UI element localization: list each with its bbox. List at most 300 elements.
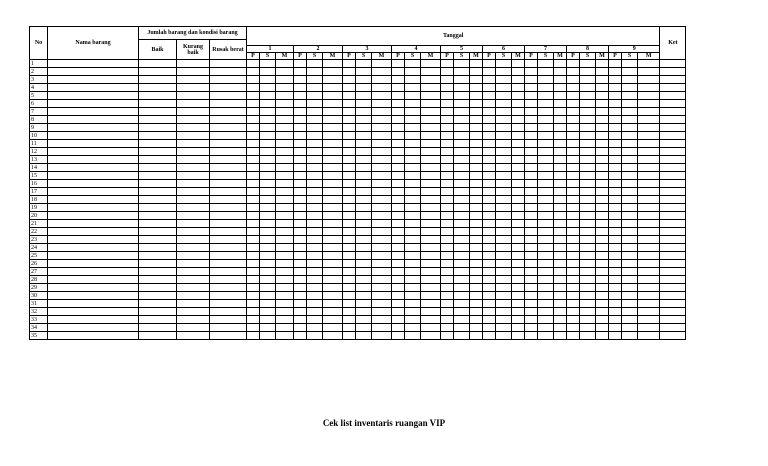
- empty-cell: [260, 108, 276, 116]
- empty-cell: [323, 92, 343, 100]
- empty-cell: [421, 180, 441, 188]
- empty-cell: [580, 292, 596, 300]
- empty-cell: [512, 276, 525, 284]
- empty-cell: [638, 332, 660, 340]
- empty-cell: [512, 60, 525, 68]
- empty-cell: [260, 196, 276, 204]
- empty-cell: [496, 220, 512, 228]
- empty-cell: [454, 252, 470, 260]
- empty-cell: [210, 116, 247, 124]
- empty-cell: [596, 244, 609, 252]
- empty-cell: [441, 244, 454, 252]
- empty-cell: [343, 220, 356, 228]
- empty-cell: [441, 172, 454, 180]
- empty-cell: [567, 252, 580, 260]
- empty-cell: [638, 268, 660, 276]
- empty-cell: [567, 308, 580, 316]
- empty-cell: [276, 76, 294, 84]
- empty-cell: [421, 332, 441, 340]
- empty-cell: [554, 84, 567, 92]
- empty-cell: [609, 316, 622, 324]
- empty-cell: [525, 188, 538, 196]
- row-number: 30: [30, 292, 48, 300]
- empty-cell: [470, 228, 483, 236]
- inventory-checklist-table: [29, 26, 686, 340]
- empty-cell: [323, 332, 343, 340]
- empty-cell: [323, 284, 343, 292]
- empty-cell: [356, 156, 372, 164]
- empty-cell: [48, 124, 139, 132]
- empty-cell: [660, 332, 686, 340]
- empty-cell: [538, 188, 554, 196]
- header-shift-p: P: [567, 53, 580, 60]
- empty-cell: [356, 268, 372, 276]
- empty-cell: [554, 228, 567, 236]
- empty-cell: [554, 236, 567, 244]
- empty-cell: [622, 100, 638, 108]
- empty-cell: [343, 244, 356, 252]
- empty-cell: [554, 92, 567, 100]
- empty-cell: [596, 236, 609, 244]
- empty-cell: [554, 244, 567, 252]
- empty-cell: [496, 164, 512, 172]
- empty-cell: [622, 76, 638, 84]
- empty-cell: [483, 124, 496, 132]
- header-shift-s: S: [622, 53, 638, 60]
- empty-cell: [554, 108, 567, 116]
- empty-cell: [622, 300, 638, 308]
- empty-cell: [247, 204, 260, 212]
- empty-cell: [307, 276, 323, 284]
- row-number: 6: [30, 100, 48, 108]
- empty-cell: [247, 132, 260, 140]
- empty-cell: [538, 92, 554, 100]
- empty-cell: [421, 60, 441, 68]
- empty-cell: [483, 300, 496, 308]
- empty-cell: [323, 108, 343, 116]
- empty-cell: [525, 116, 538, 124]
- empty-cell: [512, 252, 525, 260]
- empty-cell: [210, 332, 247, 340]
- empty-cell: [392, 204, 405, 212]
- empty-cell: [48, 92, 139, 100]
- empty-cell: [512, 236, 525, 244]
- empty-cell: [177, 156, 210, 164]
- empty-cell: [622, 204, 638, 212]
- empty-cell: [307, 196, 323, 204]
- empty-cell: [260, 156, 276, 164]
- empty-cell: [454, 228, 470, 236]
- empty-cell: [260, 324, 276, 332]
- empty-cell: [638, 108, 660, 116]
- empty-cell: [392, 164, 405, 172]
- empty-cell: [496, 92, 512, 100]
- empty-cell: [580, 324, 596, 332]
- empty-cell: [421, 324, 441, 332]
- empty-cell: [307, 220, 323, 228]
- empty-cell: [177, 212, 210, 220]
- empty-cell: [139, 324, 177, 332]
- empty-cell: [483, 116, 496, 124]
- empty-cell: [372, 332, 392, 340]
- empty-cell: [567, 124, 580, 132]
- empty-cell: [609, 284, 622, 292]
- empty-cell: [596, 268, 609, 276]
- table-row: [30, 68, 686, 76]
- empty-cell: [48, 324, 139, 332]
- empty-cell: [48, 84, 139, 92]
- empty-cell: [421, 76, 441, 84]
- header-shift-p: P: [294, 53, 307, 60]
- empty-cell: [307, 108, 323, 116]
- empty-cell: [405, 84, 421, 92]
- empty-cell: [260, 188, 276, 196]
- empty-cell: [554, 220, 567, 228]
- empty-cell: [538, 212, 554, 220]
- empty-cell: [512, 164, 525, 172]
- empty-cell: [421, 236, 441, 244]
- empty-cell: [525, 332, 538, 340]
- empty-cell: [483, 180, 496, 188]
- empty-cell: [210, 76, 247, 84]
- empty-cell: [660, 244, 686, 252]
- empty-cell: [483, 156, 496, 164]
- empty-cell: [609, 164, 622, 172]
- empty-cell: [48, 260, 139, 268]
- empty-cell: [139, 164, 177, 172]
- empty-cell: [512, 220, 525, 228]
- empty-cell: [139, 268, 177, 276]
- empty-cell: [405, 260, 421, 268]
- empty-cell: [294, 228, 307, 236]
- empty-cell: [210, 188, 247, 196]
- empty-cell: [356, 244, 372, 252]
- empty-cell: [372, 324, 392, 332]
- empty-cell: [441, 108, 454, 116]
- empty-cell: [343, 180, 356, 188]
- empty-cell: [177, 140, 210, 148]
- header-rusak-berat: Rusak berat: [210, 40, 247, 60]
- empty-cell: [470, 204, 483, 212]
- empty-cell: [405, 244, 421, 252]
- empty-cell: [538, 260, 554, 268]
- empty-cell: [356, 68, 372, 76]
- empty-cell: [538, 156, 554, 164]
- empty-cell: [247, 196, 260, 204]
- empty-cell: [638, 140, 660, 148]
- empty-cell: [247, 148, 260, 156]
- empty-cell: [276, 164, 294, 172]
- empty-cell: [177, 292, 210, 300]
- empty-cell: [660, 196, 686, 204]
- empty-cell: [343, 68, 356, 76]
- empty-cell: [567, 180, 580, 188]
- empty-cell: [596, 284, 609, 292]
- empty-cell: [247, 332, 260, 340]
- empty-cell: [276, 332, 294, 340]
- row-number: 11: [30, 140, 48, 148]
- empty-cell: [512, 76, 525, 84]
- empty-cell: [356, 172, 372, 180]
- empty-cell: [210, 316, 247, 324]
- empty-cell: [139, 292, 177, 300]
- header-jumlah-kondisi: Jumlah barang dan kondisi barang: [139, 27, 247, 40]
- table-row: [30, 332, 686, 340]
- empty-cell: [294, 276, 307, 284]
- empty-cell: [554, 124, 567, 132]
- empty-cell: [356, 76, 372, 84]
- empty-cell: [470, 156, 483, 164]
- empty-cell: [454, 324, 470, 332]
- empty-cell: [441, 204, 454, 212]
- empty-cell: [580, 188, 596, 196]
- empty-cell: [554, 76, 567, 84]
- empty-cell: [48, 284, 139, 292]
- empty-cell: [454, 300, 470, 308]
- empty-cell: [638, 60, 660, 68]
- empty-cell: [454, 188, 470, 196]
- empty-cell: [405, 196, 421, 204]
- empty-cell: [260, 236, 276, 244]
- empty-cell: [139, 220, 177, 228]
- empty-cell: [247, 188, 260, 196]
- empty-cell: [525, 100, 538, 108]
- empty-cell: [392, 292, 405, 300]
- empty-cell: [247, 220, 260, 228]
- empty-cell: [356, 236, 372, 244]
- empty-cell: [454, 180, 470, 188]
- empty-cell: [392, 100, 405, 108]
- empty-cell: [276, 116, 294, 124]
- empty-cell: [372, 292, 392, 300]
- empty-cell: [596, 228, 609, 236]
- empty-cell: [580, 252, 596, 260]
- empty-cell: [454, 260, 470, 268]
- empty-cell: [483, 204, 496, 212]
- empty-cell: [609, 76, 622, 84]
- empty-cell: [405, 228, 421, 236]
- row-number: 23: [30, 236, 48, 244]
- empty-cell: [638, 100, 660, 108]
- empty-cell: [177, 236, 210, 244]
- empty-cell: [372, 316, 392, 324]
- empty-cell: [247, 180, 260, 188]
- empty-cell: [638, 188, 660, 196]
- row-number: 14: [30, 164, 48, 172]
- empty-cell: [660, 268, 686, 276]
- empty-cell: [372, 180, 392, 188]
- empty-cell: [567, 236, 580, 244]
- empty-cell: [421, 220, 441, 228]
- empty-cell: [307, 300, 323, 308]
- empty-cell: [660, 284, 686, 292]
- empty-cell: [343, 156, 356, 164]
- empty-cell: [525, 228, 538, 236]
- empty-cell: [441, 100, 454, 108]
- empty-cell: [525, 252, 538, 260]
- empty-cell: [392, 68, 405, 76]
- empty-cell: [470, 324, 483, 332]
- empty-cell: [512, 84, 525, 92]
- empty-cell: [638, 212, 660, 220]
- empty-cell: [421, 108, 441, 116]
- empty-cell: [177, 172, 210, 180]
- row-number: 20: [30, 212, 48, 220]
- empty-cell: [356, 100, 372, 108]
- row-number: 22: [30, 228, 48, 236]
- empty-cell: [276, 172, 294, 180]
- empty-cell: [294, 132, 307, 140]
- empty-cell: [356, 180, 372, 188]
- empty-cell: [323, 124, 343, 132]
- empty-cell: [496, 252, 512, 260]
- empty-cell: [454, 268, 470, 276]
- empty-cell: [622, 148, 638, 156]
- empty-cell: [323, 132, 343, 140]
- empty-cell: [638, 148, 660, 156]
- header-shift-m: M: [323, 53, 343, 60]
- empty-cell: [483, 148, 496, 156]
- empty-cell: [580, 84, 596, 92]
- table-row: [30, 308, 686, 316]
- empty-cell: [139, 100, 177, 108]
- empty-cell: [48, 292, 139, 300]
- row-number: 19: [30, 204, 48, 212]
- empty-cell: [307, 284, 323, 292]
- row-number: 13: [30, 156, 48, 164]
- empty-cell: [622, 284, 638, 292]
- empty-cell: [454, 84, 470, 92]
- empty-cell: [210, 180, 247, 188]
- empty-cell: [139, 116, 177, 124]
- empty-cell: [421, 300, 441, 308]
- empty-cell: [210, 164, 247, 172]
- empty-cell: [276, 236, 294, 244]
- empty-cell: [609, 228, 622, 236]
- empty-cell: [177, 108, 210, 116]
- empty-cell: [638, 204, 660, 212]
- row-number: 4: [30, 84, 48, 92]
- empty-cell: [323, 220, 343, 228]
- empty-cell: [512, 124, 525, 132]
- empty-cell: [609, 140, 622, 148]
- empty-cell: [307, 124, 323, 132]
- empty-cell: [421, 212, 441, 220]
- empty-cell: [177, 308, 210, 316]
- empty-cell: [525, 124, 538, 132]
- empty-cell: [139, 148, 177, 156]
- empty-cell: [294, 124, 307, 132]
- empty-cell: [210, 100, 247, 108]
- empty-cell: [441, 68, 454, 76]
- empty-cell: [567, 84, 580, 92]
- empty-cell: [421, 284, 441, 292]
- empty-cell: [512, 92, 525, 100]
- empty-cell: [356, 60, 372, 68]
- empty-cell: [307, 60, 323, 68]
- empty-cell: [421, 84, 441, 92]
- empty-cell: [609, 132, 622, 140]
- empty-cell: [538, 84, 554, 92]
- empty-cell: [276, 196, 294, 204]
- empty-cell: [596, 316, 609, 324]
- empty-cell: [638, 324, 660, 332]
- empty-cell: [483, 284, 496, 292]
- empty-cell: [596, 68, 609, 76]
- empty-cell: [596, 84, 609, 92]
- page-caption: Cek list inventaris ruangan VIP: [322, 418, 446, 428]
- empty-cell: [660, 164, 686, 172]
- empty-cell: [496, 212, 512, 220]
- empty-cell: [525, 204, 538, 212]
- empty-cell: [177, 76, 210, 84]
- row-number: 26: [30, 260, 48, 268]
- empty-cell: [343, 124, 356, 132]
- empty-cell: [622, 116, 638, 124]
- header-shift-s: S: [538, 53, 554, 60]
- empty-cell: [496, 188, 512, 196]
- empty-cell: [307, 252, 323, 260]
- empty-cell: [609, 84, 622, 92]
- empty-cell: [421, 92, 441, 100]
- empty-cell: [660, 228, 686, 236]
- empty-cell: [276, 108, 294, 116]
- empty-cell: [307, 180, 323, 188]
- empty-cell: [356, 308, 372, 316]
- empty-cell: [307, 292, 323, 300]
- header-shift-m: M: [596, 53, 609, 60]
- empty-cell: [48, 172, 139, 180]
- empty-cell: [441, 212, 454, 220]
- empty-cell: [276, 276, 294, 284]
- empty-cell: [554, 156, 567, 164]
- empty-cell: [343, 148, 356, 156]
- empty-cell: [609, 188, 622, 196]
- empty-cell: [660, 308, 686, 316]
- empty-cell: [323, 172, 343, 180]
- empty-cell: [276, 268, 294, 276]
- empty-cell: [260, 212, 276, 220]
- empty-cell: [294, 156, 307, 164]
- empty-cell: [260, 100, 276, 108]
- empty-cell: [247, 252, 260, 260]
- empty-cell: [356, 84, 372, 92]
- empty-cell: [638, 164, 660, 172]
- empty-cell: [609, 260, 622, 268]
- empty-cell: [421, 204, 441, 212]
- empty-cell: [538, 60, 554, 68]
- empty-cell: [372, 156, 392, 164]
- empty-cell: [496, 132, 512, 140]
- empty-cell: [596, 156, 609, 164]
- empty-cell: [421, 124, 441, 132]
- empty-cell: [496, 332, 512, 340]
- empty-cell: [622, 68, 638, 76]
- empty-cell: [294, 140, 307, 148]
- empty-cell: [247, 68, 260, 76]
- empty-cell: [554, 68, 567, 76]
- empty-cell: [405, 236, 421, 244]
- empty-cell: [294, 292, 307, 300]
- empty-cell: [343, 196, 356, 204]
- empty-cell: [512, 180, 525, 188]
- empty-cell: [48, 148, 139, 156]
- empty-cell: [567, 212, 580, 220]
- empty-cell: [538, 68, 554, 76]
- header-shift-m: M: [512, 53, 525, 60]
- empty-cell: [210, 204, 247, 212]
- header-shift-p: P: [483, 53, 496, 60]
